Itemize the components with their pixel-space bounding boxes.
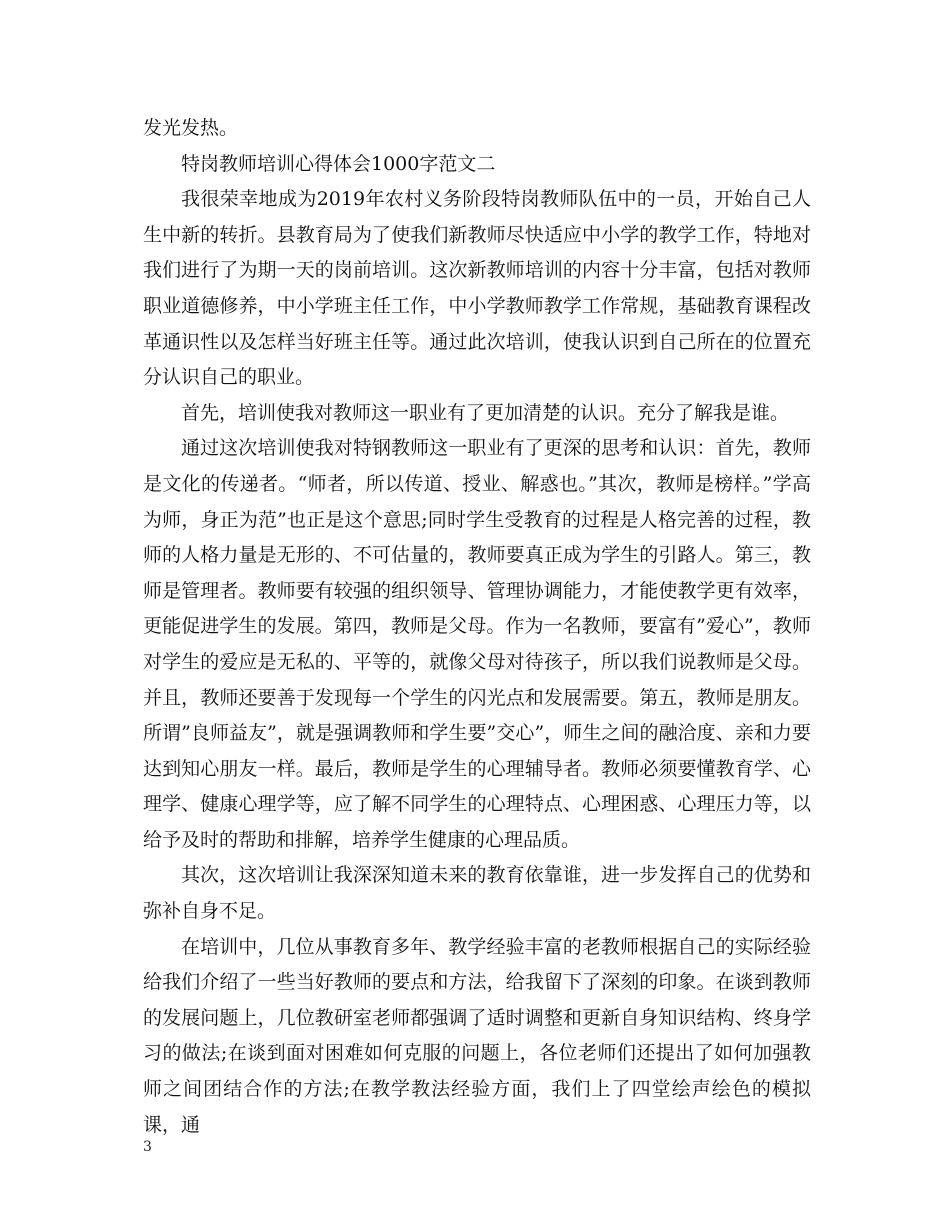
paragraph-first-point: 首先，培训使我对教师这一职业有了更加清楚的认识。充分了解我是谁。 (181, 401, 790, 424)
document-body (143, 111, 811, 1143)
page-number: 3 (143, 1139, 152, 1155)
paragraph-teacher-roles: 通过这次培训使我对特钢教师这一职业有了更深的思考和认识：首先，教师是文化的传递者。“师者，所以传道、授业、解惑也。”其次，教师是榜样。”学高为师，身正为范”也正是这个意思;同时学生受教育的过程是人格完善的过程，教师的人格力量是无形的、不可估量的，教师要真正成为学生的引路人。第三，教师是管理者。教师要有较强的组织领导、管理协调能力，才能使教学更有效率，更能促进学生的发展。第四，教师是父母。作为一名教师，要富有”爱心”，教师对学生的爱应是无私的、平等的，就像父母对待孩子，所以我们说教师是父母。并且，教师还要善于发现每一个学生的闪光点和发展需要。第五，教师是朋友。所谓”良师益友”，就是强调教师和学生要”交心”，师生之间的融洽度、亲和力要达到知心朋友一样。最后，教师是学生的心理辅导者。教师必须要懂教育学、心理学、健康心理学等，应了解不同学生的心理特点、心理困惑、心理压力等，以给予及时的帮助和排解，培养学生健康的心理品质。 (143, 437, 811, 851)
section-heading: 特岗教师培训心得体会1000字范文二 (181, 152, 496, 175)
paragraph-second-point: 其次，这次培训让我深深知道未来的教育依靠谁，进一步发挥自己的优势和弥补自身不足。 (143, 864, 811, 923)
paragraph-intro: 我很荣幸地成为2019年农村义务阶段特岗教师队伍中的一员，开始自己人生中新的转折。县教育局为了使我们新教师尽快适应中小学的教学工作，特地对我们进行了为期一天的岗前培训。这次新教师培训的内容十分丰富，包括对教师职业道德修养，中小学班主任工作，中小学教师教学工作常规，基础教育课程改革通识性以及怎样当好班主任等。通过此次培训，使我认识到自己所在的位置充分认识自己的职业。 (143, 188, 811, 389)
paragraph-training-experience: 在培训中，几位从事教育多年、教学经验丰富的老教师根据自己的实际经验给我们介绍了一些当好教师的要点和方法，给我留下了深刻的印象。在谈到教师的发展问题上，几位教研室老师都强调了适时调整和更新自身知识结构、终身学习的做法;在谈到面对困难如何克服的问题上，各位老师们还提出了如何加强教师之间团结合作的方法;在教学教法经验方面，我们上了四堂绘声绘色的模拟课，通 (143, 935, 811, 1136)
paragraph-continuation: 发光发热。 (143, 117, 239, 139)
